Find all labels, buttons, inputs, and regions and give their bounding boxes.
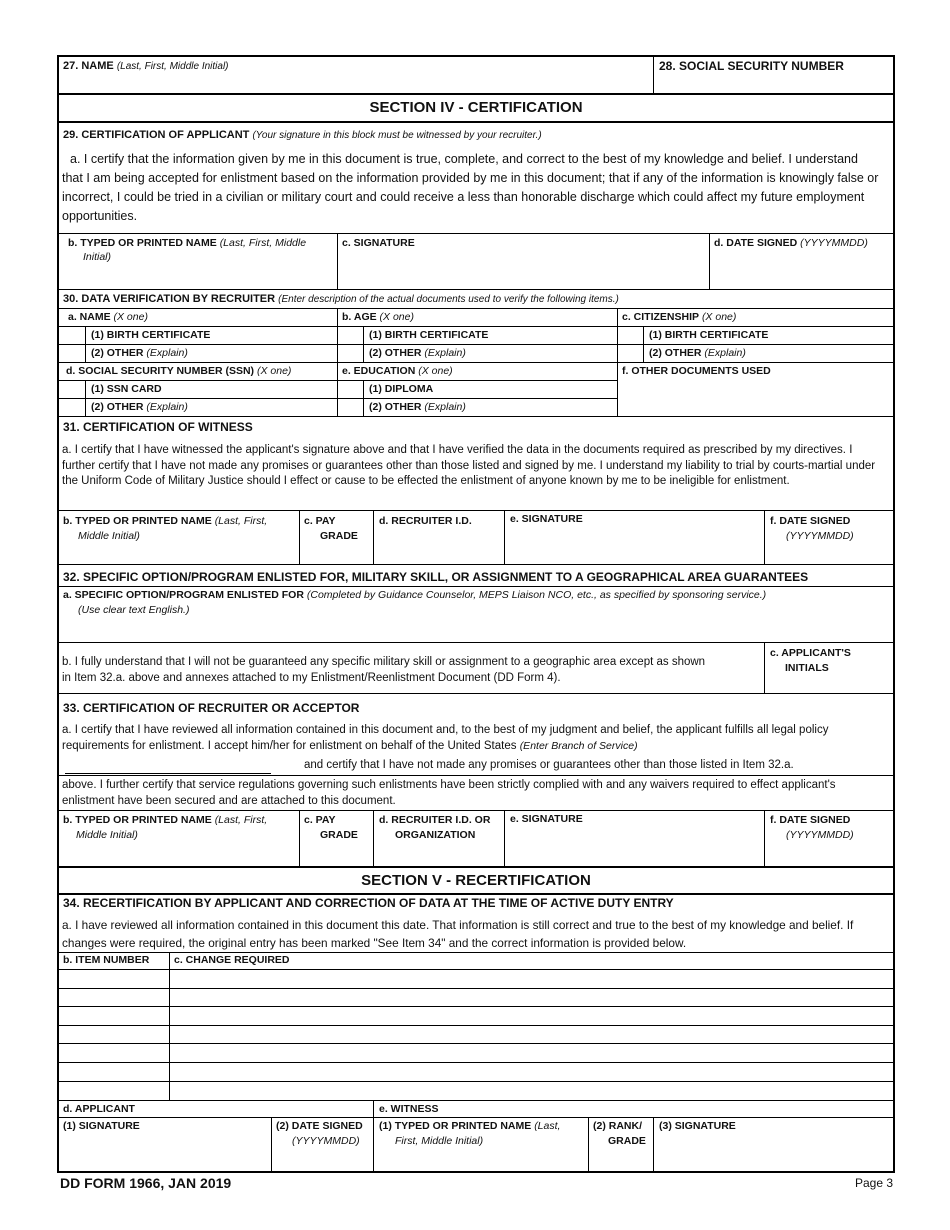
item31c-pay-grade-field[interactable] <box>300 545 373 564</box>
page-number: Page 3 <box>855 1176 894 1190</box>
item33-certification-text: a. I certify that I have reviewed all information contained in this document and, to the best of my judgment and belief, the applicant fulfills all legal policy requirements for enlistment. I accept him/her for enlistment on behalf of the United States (Enter Branch of Service) <box>62 724 829 752</box>
item32c-initials-field[interactable] <box>765 677 893 693</box>
item32a-hint: (Use clear text English.) <box>78 604 190 616</box>
item31f-hint: (YYYYMMDD) <box>786 530 854 542</box>
item30b-birth-cert: (1) BIRTH CERTIFICATE <box>369 329 489 341</box>
item31c-label: c. PAY <box>304 515 336 527</box>
item30-label: 30. DATA VERIFICATION BY RECRUITER (Enter description of the actual documents used to verify the following items.) <box>63 293 619 305</box>
item32-label: 32. SPECIFIC OPTION/PROGRAM ENLISTED FOR, MILITARY SKILL, OR ASSIGNMENT TO A GEOGRAPHICAL AREA GUARANTEES <box>63 570 809 584</box>
item29b-hint: Initial) <box>83 251 112 263</box>
item30a-birth-cert-checkbox[interactable] <box>59 327 85 344</box>
item33e-label: e. SIGNATURE <box>510 813 583 825</box>
item33b-hint: Middle Initial) <box>76 829 138 841</box>
item34d2-label: (2) DATE SIGNED <box>276 1120 363 1132</box>
section4-title: SECTION IV - CERTIFICATION <box>369 99 583 116</box>
item30d-other-checkbox[interactable] <box>59 399 85 416</box>
ssn-field[interactable] <box>655 74 893 93</box>
item34e1-label: (1) TYPED OR PRINTED NAME (Last, <box>379 1120 561 1132</box>
item34d-label: d. APPLICANT <box>63 1103 135 1115</box>
item30c-other: (2) OTHER (Explain) <box>649 347 746 359</box>
change-required-field-5[interactable] <box>170 1044 893 1062</box>
item-number-field-6[interactable] <box>59 1063 169 1081</box>
item32c-label: c. APPLICANT'S <box>770 647 851 659</box>
item33e-signature-field[interactable] <box>505 828 764 866</box>
item31e-signature-field[interactable] <box>505 529 764 564</box>
item34e2-label: (2) RANK/ <box>593 1120 642 1132</box>
item30e-other: (2) OTHER (Explain) <box>369 401 466 413</box>
item34c-label: c. CHANGE REQUIRED <box>174 954 290 966</box>
item-number-field-3[interactable] <box>59 1007 169 1025</box>
section5-title: SECTION V - RECERTIFICATION <box>361 872 591 889</box>
item31d-recruiter-id-field[interactable] <box>374 531 504 564</box>
item30b-label: b. AGE (X one) <box>342 311 414 323</box>
item30d-label: d. SOCIAL SECURITY NUMBER (SSN) (X one) <box>66 365 292 377</box>
item30c-label: c. CITIZENSHIP (X one) <box>622 311 737 323</box>
item33d-label: d. RECRUITER I.D. OR <box>379 814 491 826</box>
change-required-field-1[interactable] <box>170 970 893 988</box>
change-required-field-7[interactable] <box>170 1082 893 1100</box>
item34e-label: e. WITNESS <box>379 1103 439 1115</box>
item33-label: 33. CERTIFICATION OF RECRUITER OR ACCEPTOR <box>63 701 360 715</box>
item33-certification-text-3: above. I further certify that service regulations governing such enlistments have been strictly complied with and any waivers required to effect applicant's enlistment have been secured and are attached to this document. <box>62 779 836 807</box>
item29-label: 29. CERTIFICATION OF APPLICANT (Your signature in this block must be witnessed by your recruiter.) <box>63 129 542 141</box>
change-required-field-6[interactable] <box>170 1063 893 1081</box>
item30a-birth-cert: (1) BIRTH CERTIFICATE <box>91 329 211 341</box>
item29b-name-field[interactable] <box>59 264 337 289</box>
item30e-other-checkbox[interactable] <box>338 399 363 416</box>
item31e-label: e. SIGNATURE <box>510 513 583 525</box>
dd-form-1966-page-3 <box>57 55 895 1173</box>
item29c-signature-field[interactable] <box>338 252 709 289</box>
item33c-pay-grade-field[interactable] <box>300 844 373 866</box>
item30a-other: (2) OTHER (Explain) <box>91 347 188 359</box>
item28-label: 28. SOCIAL SECURITY NUMBER <box>659 59 844 73</box>
item30b-other-checkbox[interactable] <box>338 345 363 362</box>
item33c-label: c. PAY <box>304 814 336 826</box>
item30f-label: f. OTHER DOCUMENTS USED <box>622 365 771 377</box>
item33f-hint: (YYYYMMDD) <box>786 829 854 841</box>
item30e-label: e. EDUCATION (X one) <box>342 365 453 377</box>
item33d-label2: ORGANIZATION <box>395 829 476 841</box>
item30a-other-checkbox[interactable] <box>59 345 85 362</box>
item-number-field-5[interactable] <box>59 1044 169 1062</box>
item34e1-hint: First, Middle Initial) <box>395 1135 484 1147</box>
item29b-label: b. TYPED OR PRINTED NAME (Last, First, Middle <box>68 237 307 249</box>
item34-label: 34. RECERTIFICATION BY APPLICANT AND CORRECTION OF DATA AT THE TIME OF ACTIVE DUTY ENTRY <box>63 896 674 910</box>
form-identifier: DD FORM 1966, JAN 2019 <box>60 1175 232 1191</box>
item32b-statement: b. I fully understand that I will not be guaranteed any specific military skill or assignment to a geographic area except as shown in Item 32.a. above and annexes attached to my Enlistment/Reenlistment Document (DD Form 4). <box>62 656 706 684</box>
change-required-field-3[interactable] <box>170 1007 893 1025</box>
item30e-diploma: (1) DIPLOMA <box>369 383 434 395</box>
item34d2-hint: (YYYYMMDD) <box>292 1135 360 1147</box>
item33-certification-text-2: and certify that I have not made any promises or guarantees other than those listed in Item 32.a. <box>304 759 794 771</box>
item33f-date-field[interactable] <box>765 844 893 866</box>
item29c-label: c. SIGNATURE <box>342 237 415 249</box>
item34e2-label2: GRADE <box>608 1135 646 1147</box>
item-number-field-2[interactable] <box>59 989 169 1006</box>
item33f-label: f. DATE SIGNED <box>770 814 851 826</box>
item30b-other: (2) OTHER (Explain) <box>369 347 466 359</box>
item30f-documents-field[interactable] <box>618 380 893 416</box>
item33b-label: b. TYPED OR PRINTED NAME (Last, First, <box>63 814 268 826</box>
change-required-field-4[interactable] <box>170 1026 893 1043</box>
item33b-name-field[interactable] <box>59 844 299 866</box>
item29-certification-text: a. I certify that the information given by me in this document is true, complete, and correct to the best of my knowledge and belief. I understand that I am being accepted for enlistment based on the information provided by me in this document; that if any of the information is knowingly false or incorrect, I could be tried in a civilian or military court and could receive a less than honorable discharge which could affect my future employment opportunities. <box>62 152 879 223</box>
item32c-label2: INITIALS <box>785 662 829 674</box>
witness-rank-field[interactable] <box>589 1150 653 1173</box>
item33d-recruiter-id-field[interactable] <box>374 844 504 866</box>
item30d-ssn-card: (1) SSN CARD <box>91 383 162 395</box>
item33-branch-of-service-field[interactable] <box>65 756 271 773</box>
name-field[interactable] <box>59 72 653 93</box>
item33c-label2: GRADE <box>320 829 358 841</box>
item29d-label: d. DATE SIGNED (YYYYMMDD) <box>714 237 868 249</box>
item31f-date-field[interactable] <box>765 545 893 564</box>
item30a-label: a. NAME (X one) <box>68 311 148 323</box>
item-number-field-4[interactable] <box>59 1026 169 1043</box>
item30c-birth-cert: (1) BIRTH CERTIFICATE <box>649 329 769 341</box>
item31-certification-text: a. I certify that I have witnessed the applicant's signature above and that I have verified the data in the documents required as prescribed by my directives. I further certify that I have not made any promises or guarantees other than those listed and signed by me. I understand my liability to trial by courts-martial under the Uniform Code of Military Justice should I effect or cause to be effected the enlistment of anyone known by me to be ineligible for enlistment. <box>62 444 876 487</box>
item34b-label: b. ITEM NUMBER <box>63 954 150 966</box>
item-number-field-1[interactable] <box>59 970 169 988</box>
change-required-field-2[interactable] <box>170 989 893 1006</box>
item30c-other-checkbox[interactable] <box>618 345 643 362</box>
item30d-ssn-card-checkbox[interactable] <box>59 381 85 398</box>
item31b-name-field[interactable] <box>59 545 299 564</box>
item34-certification-text: a. I have reviewed all information contained in this document this date. That information is still correct and true to the best of my knowledge and belief. If changes were required, the original entry has been marked "See Item 34" and the correct information is provided below. <box>62 918 854 950</box>
item30d-other: (2) OTHER (Explain) <box>91 401 188 413</box>
item32a-option-field[interactable] <box>59 619 893 642</box>
witness-name-field[interactable] <box>374 1150 588 1173</box>
item27-label: 27. NAME (Last, First, Middle Initial) <box>63 60 229 72</box>
item34e3-label: (3) SIGNATURE <box>659 1120 736 1132</box>
item31-label: 31. CERTIFICATION OF WITNESS <box>63 420 253 434</box>
item31b-label: b. TYPED OR PRINTED NAME (Last, First, <box>63 515 268 527</box>
applicant-date-field[interactable] <box>272 1150 373 1173</box>
item31d-label: d. RECRUITER I.D. <box>379 515 472 527</box>
item31f-label: f. DATE SIGNED <box>770 515 851 527</box>
item-number-field-7[interactable] <box>59 1082 169 1100</box>
item31b-hint: Middle Initial) <box>78 530 140 542</box>
item34d1-label: (1) SIGNATURE <box>63 1120 140 1132</box>
item30c-birth-cert-checkbox[interactable] <box>618 327 643 344</box>
witness-signature-field[interactable] <box>654 1134 893 1173</box>
item30e-diploma-checkbox[interactable] <box>338 381 363 398</box>
applicant-signature-field[interactable] <box>59 1134 271 1173</box>
item30b-birth-cert-checkbox[interactable] <box>338 327 363 344</box>
item32a-label: a. SPECIFIC OPTION/PROGRAM ENLISTED FOR (Completed by Guidance Counselor, MEPS Liaison NCO, etc., as specified by sponsoring service.) <box>63 589 767 601</box>
item31c-label2: GRADE <box>320 530 358 542</box>
item29d-date-field[interactable] <box>710 252 893 289</box>
